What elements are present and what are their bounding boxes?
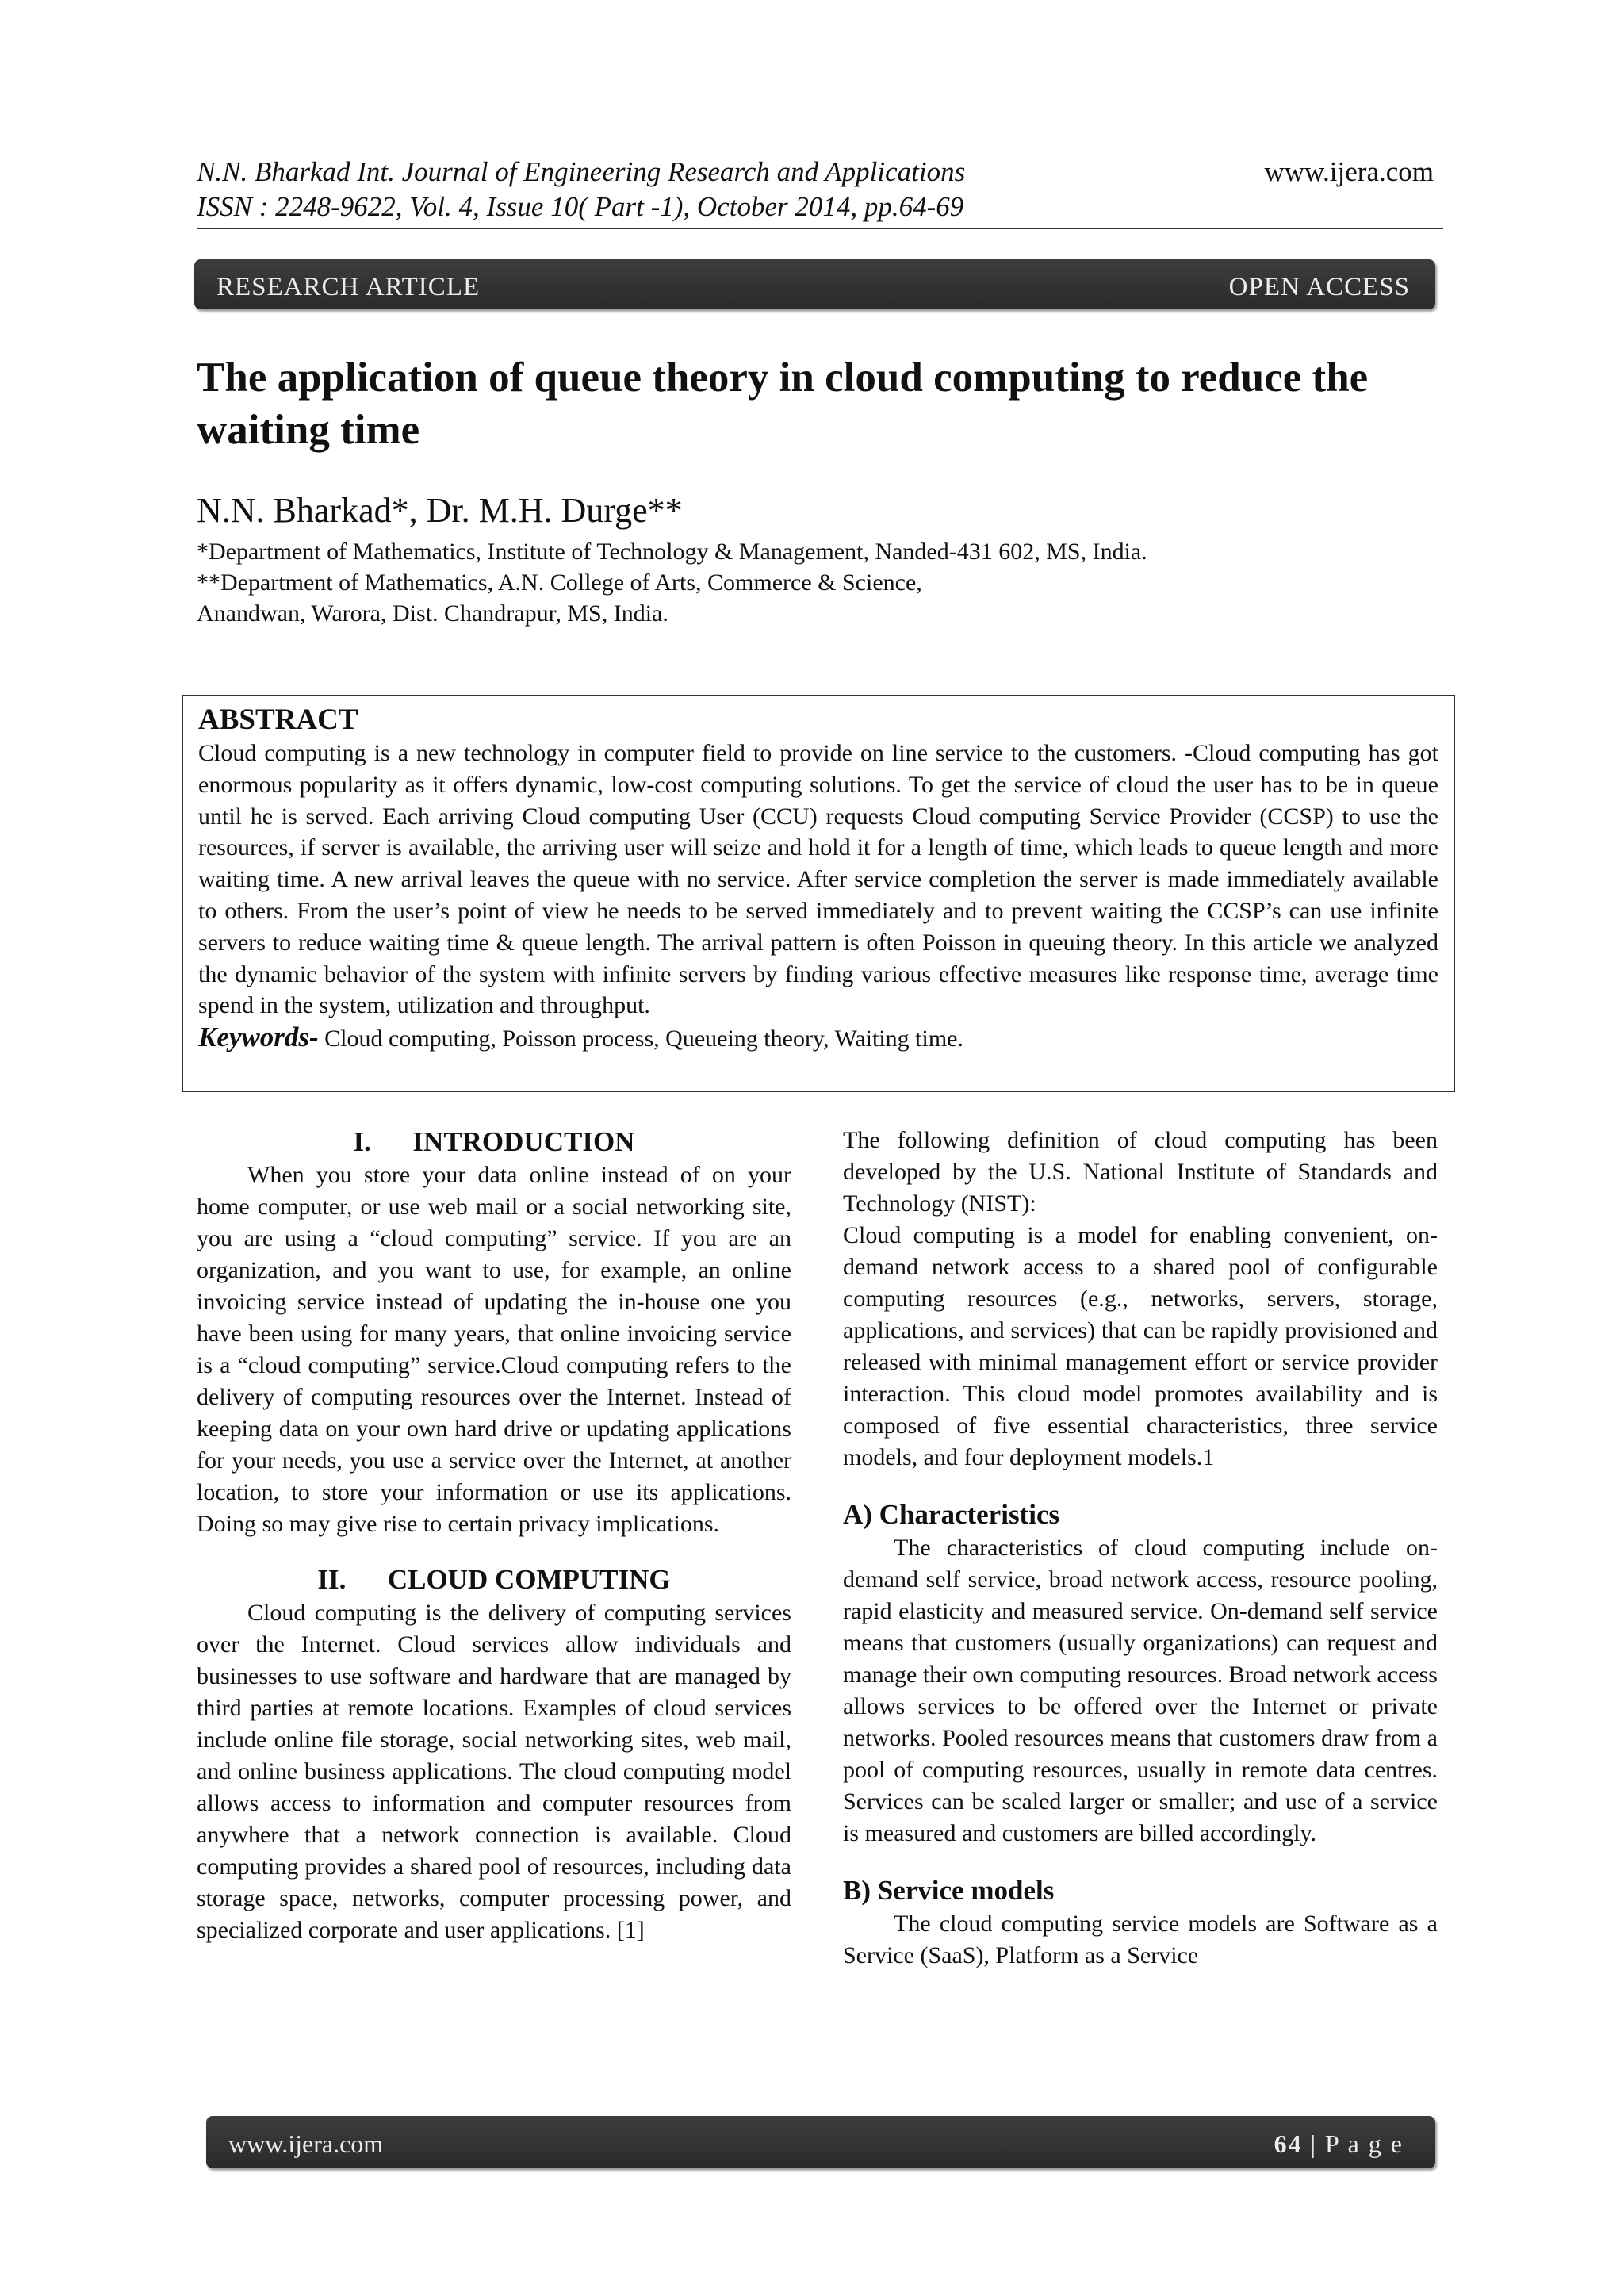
introduction-text: When you store your data online instead of on your home computer, or use web mail or a social networking site, you are using a “cloud computing” service. If you are an organization, and you want to use, for example, an online invoicing service instead of updating the in-house one you have been using for many years, that online invoicing service is a “cloud computing” service.Cloud computing refers to the delivery of computing resources over the Internet. Instead of keeping data on your own hard drive or updating applications for your needs, you use a service over the Internet, at another location, to store your information or use its applications. Doing so may give rise to certain privacy implications. [197,1162,791,1537]
introduction-heading: I. INTRODUCTION [353,1126,635,1157]
cloud-computing-text: Cloud computing is the delivery of computing services over the Internet. Cloud services allow individuals and businesses to use software and hardware that are managed by third parties at remote locations. Examples of cloud services include online file storage, social networking sites, web mail, and online business applications. The cloud computing model allows access to information and computer resources from anywhere that a network connection is available. Cloud computing provides a shared pool of resources, including data storage space, networks, computer processing power, and specialized corporate and user applications. [1] [197,1600,791,1943]
journal-citation-line: N.N. Bharkad Int. Journal of Engineering Research and Applications [197,156,966,187]
journal-website-link[interactable]: www.ijera.com [1264,156,1434,187]
keywords-list: Cloud computing, Poisson process, Queueing theory, Waiting time. [318,1025,963,1052]
nist-intro-text: The following definition of cloud computing has been developed by the U.S. National Institute of Standards and Technology (NIST): [843,1127,1438,1217]
paper-title: The application of queue theory in cloud computing to reduce the waiting time [197,355,1369,453]
nist-definition-text: Cloud computing is a model for enabling convenient, on-demand network access to a shared pool of configurable computing resources (e.g., networks, servers, storage, applications, and services) that can be rapidly provisioned and released with minimal management effort or service provider interaction. This cloud model promotes availability and is composed of five essential characteristics, three service models, and four deployment models.1 [843,1222,1438,1470]
author-list: N.N. Bharkad*, Dr. M.H. Durge** [197,491,683,530]
characteristics-heading: A) Characteristics [843,1499,1060,1530]
affiliation-3: Anandwan, Warora, Dist. Chandrapur, MS, India. [197,600,668,627]
left-column [197,1125,791,1946]
abstract-text: Cloud computing is a new technology in computer field to provide on line service to the customers. -Cloud computing has got enormous popularity as it offers dynamic, low-cost computing solutions. To get the service of cloud the user has to be in queue until he is served. Each arriving Cloud computing User (CCU) requests Cloud computing Service Provider (CCSP) to use the resources, if server is available, the arriving user will seize and hold it for a length of time, which leads to queue length and more waiting time. A new arrival leaves the queue with no service. After service completion the server is made immediately available to others. From the user’s point of view he needs to be served immediately and to prevent waiting the CCSP’s can use infinite servers to reduce waiting time & queue length. The arrival pattern is often Poisson in queuing theory. In this article we analyzed the dynamic behavior of the system with infinite servers by finding various effective measures like response time, average time spend in the system, utilization and throughput. [198,740,1438,1019]
article-type-banner [194,259,1435,309]
page-number: 64 [1274,2129,1303,2158]
page-indicator [1274,2129,1404,2159]
abstract-box [182,695,1455,1092]
service-models-text: The cloud computing service models are Software as a Service (SaaS), Platform as a Service [843,1911,1438,1968]
journal-issn-line: ISSN : 2248-9622, Vol. 4, Issue 10( Part -1), October 2014, pp.64-69 [197,191,964,222]
keywords-label: Keywords- [198,1022,319,1053]
cloud-computing-heading: II. CLOUD COMPUTING [317,1564,671,1595]
page-footer [206,2116,1435,2168]
footer-website-link[interactable]: www.ijera.com [228,2129,384,2158]
journal-header [197,155,1434,224]
abstract-heading: ABSTRACT [198,703,358,736]
characteristics-text: The characteristics of cloud computing include on-demand self service, broad network access, resource pooling, rapid elasticity and measured service. On-demand self service means that customers (usually organizations) can request and manage their own computing resources. Broad network access allows services to be offered over the Internet or private networks. Pooled resources means that customers draw from a pool of computing resources, usually in remote data centres. Services can be scaled larger or smaller; and use of a service is measured and customers are billed accordingly. [843,1535,1438,1846]
page-label: | P a g e [1302,2129,1404,2158]
header-divider [197,228,1443,229]
affiliations [197,536,1147,629]
service-models-heading: B) Service models [843,1875,1055,1906]
right-column [843,1125,1438,1972]
affiliation-2: **Department of Mathematics, A.N. College of Arts, Commerce & Science, [197,569,922,596]
keywords [198,1022,1438,1055]
research-article-label: RESEARCH ARTICLE [216,273,481,301]
affiliation-1: *Department of Mathematics, Institute of Technology & Management, Nanded-431 602, MS, India. [197,539,1147,565]
open-access-label: OPEN ACCESS [1228,273,1410,301]
